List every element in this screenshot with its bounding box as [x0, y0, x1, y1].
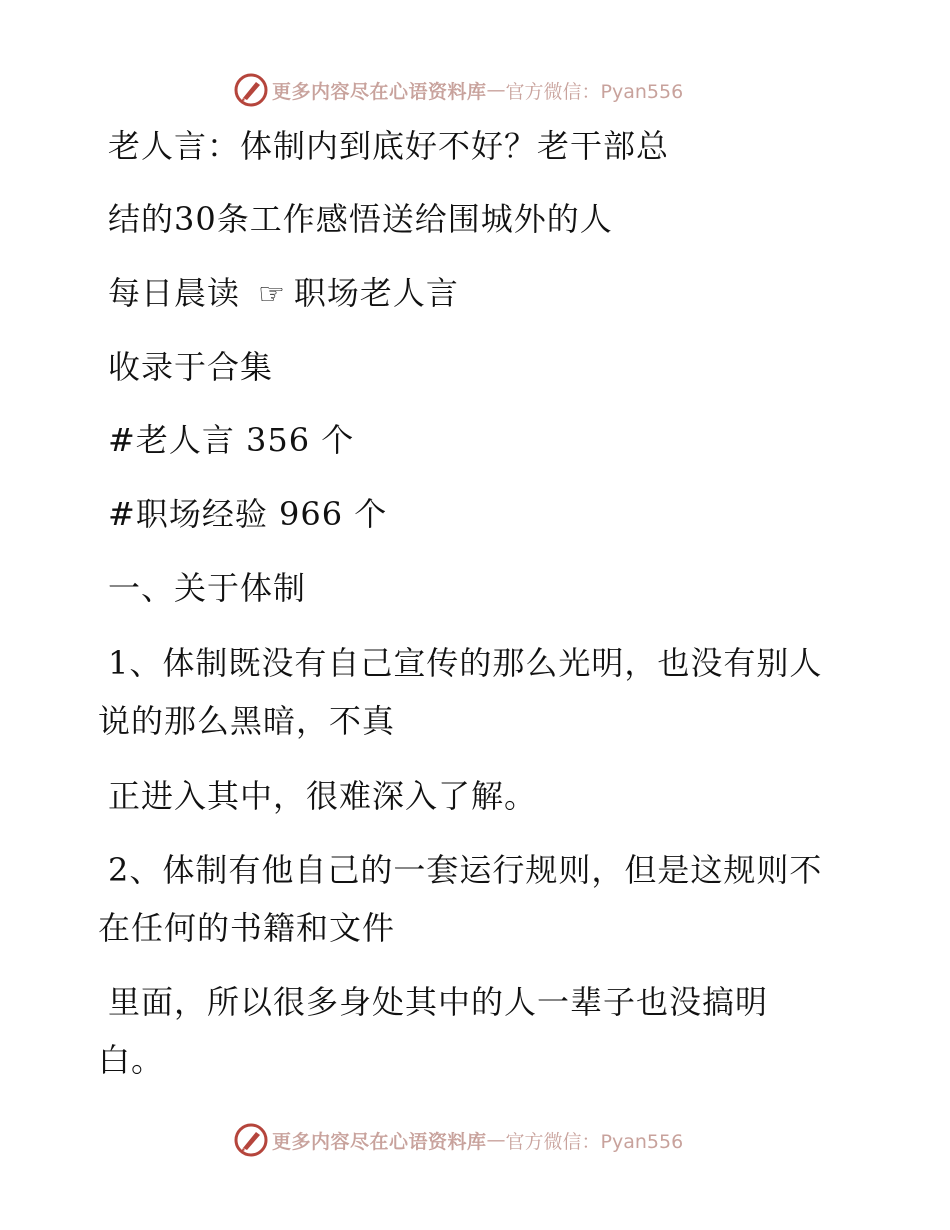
watermark-separator: — — [486, 79, 506, 101]
tag-laorenyan[interactable]: #老人言 356 个 — [108, 421, 355, 459]
pen-circle-logo-icon — [234, 1123, 268, 1157]
watermark-brand-text: 更多内容尽在心语资料库 — [272, 1130, 487, 1153]
section-heading: 一、关于体制 — [108, 569, 307, 607]
paragraph-2-line-3: 里面，所以很多身处其中的人一辈子也没搞明 — [108, 983, 769, 1021]
title-line-2: 结的30条工作感悟送给围城外的人 — [108, 200, 613, 238]
pointing-hand-icon: ☞ — [258, 277, 286, 312]
column-name[interactable]: 职场老人言 — [293, 274, 459, 312]
paragraph-2-line-2: 在任何的书籍和文件 — [98, 909, 396, 947]
pen-circle-logo-icon — [234, 73, 268, 107]
watermark-brand-text: 更多内容尽在心语资料库 — [272, 80, 487, 103]
column-prefix: 每日晨读 — [108, 274, 241, 312]
collection-label: 收录于合集 — [108, 348, 274, 386]
watermark-banner-top — [234, 72, 683, 108]
paragraph-1-line-3: 正进入其中，很难深入了解。 — [108, 777, 538, 815]
paragraph-2-line-4: 白。 — [98, 1041, 165, 1079]
tag-zhichang-jingyan[interactable]: #职场经验 966 个 — [108, 495, 388, 533]
column-line — [108, 273, 459, 315]
watermark-wechat-text: 官方微信：Pyan556 — [505, 80, 684, 103]
watermark-separator: — — [486, 1129, 506, 1151]
title-line-1: 老人言：体制内到底好不好？老干部总 — [108, 127, 670, 165]
watermark-banner-bottom — [234, 1122, 683, 1158]
watermark-wechat-text: 官方微信：Pyan556 — [505, 1130, 684, 1153]
paragraph-1-line-1: 1、体制既没有自己宣传的那么光明，也没有别人 — [108, 644, 823, 682]
paragraph-1-line-2: 说的那么黑暗，不真 — [98, 702, 396, 740]
paragraph-2-line-1: 2、体制有他自己的一套运行规则，但是这规则不 — [108, 851, 823, 889]
